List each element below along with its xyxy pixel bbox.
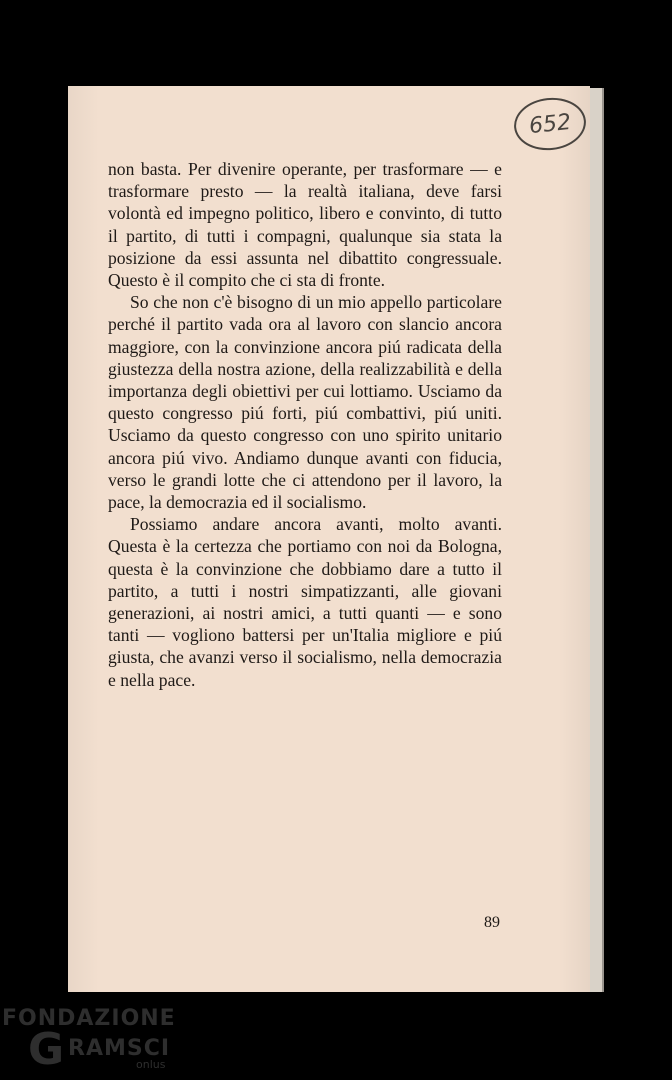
body-text [108,158,502,691]
paragraph: Possiamo andare ancora avanti, molto avanti. Questa è la certezza che portiamo con noi da Bologna, questa è la convinzione che dobbiamo dare a tutto il partito, a tutti i nostri simpatizzanti, alle giovani generazioni, ai nostri amici, a tutti quanti — e sono tanti — vogliono battersi per un'Italia migliore e piú giusta, che avanzi verso il socialismo, nella democrazia e nella pace. [108,514,502,690]
paragraph: So che non c'è bisogno di un mio appello particolare perché il partito vada ora al lavoro con slancio ancora maggiore, con la convinzione ancora piú radicata della giustezza della nostra azione, della realizzabilità e della importanza degli obiettivi per cui lottiamo. Usciamo da questo congresso piú forti, piú combattivi, piú uniti. Usciamo da questo congresso con uno spirito unitario ancora piú vivo. Andiamo dunque avanti con fiducia, verso le grandi lotte che ci attendono per il lavoro, la pace, la democrazia ed il socialismo. [108,292,502,513]
archive-number-stamp: 652 [511,94,588,153]
logo-initial: G [28,1024,65,1075]
fondazione-gramsci-logo [2,1006,202,1078]
paragraph: non basta. Per divenire operante, per trasformare — e trasformare presto — la realtà italiana, deve farsi volontà ed impegno politico, libero e convinto, di tutto il partito, di tutti i compagni, qualunque sia stata la posizione da essi assunta nel dibattito congressuale. Questo è il compito che ci sta di fronte. [108,159,502,291]
logo-suffix: onlus [136,1058,166,1071]
logo-line1: FONDAZIONE [2,1006,176,1031]
logo-line2: RAMSCI [68,1036,171,1061]
page-number: 89 [484,914,500,931]
